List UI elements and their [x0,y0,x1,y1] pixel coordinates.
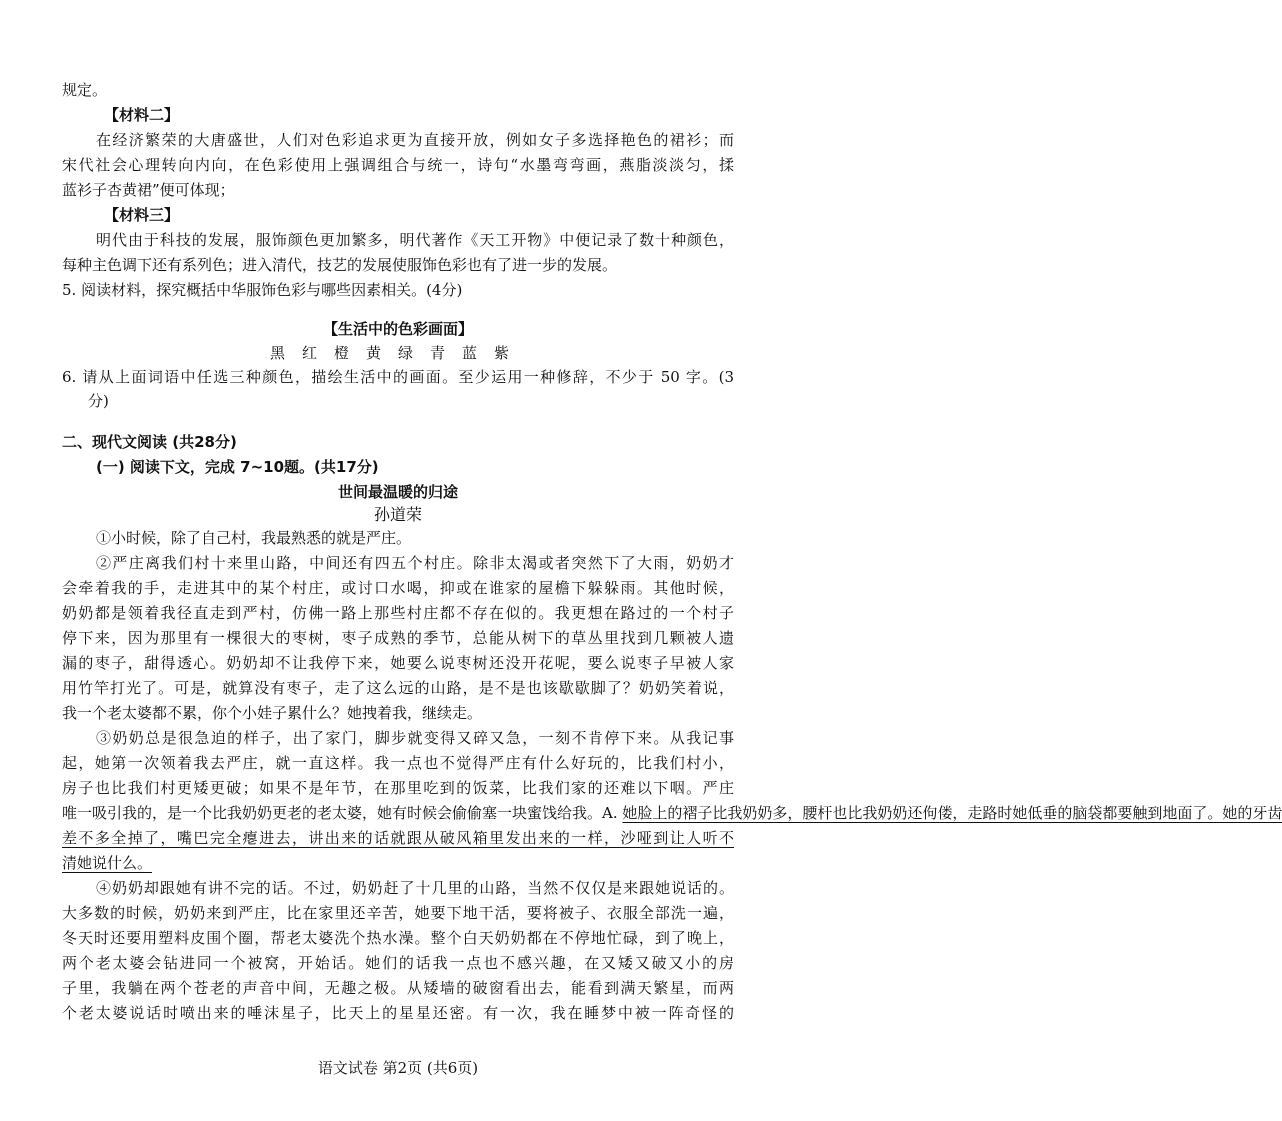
underlined-sentence-a-end: 清她说什么。 [62,854,153,872]
article-author: 孙道荣 [373,505,422,524]
paragraph-line: ①小时候，除了自己村，我最熟悉的就是严庄。 [96,529,412,547]
paragraph-line: 我一个老太婆都不累，你个小娃子累什么？她拽着我，继续走。 [62,704,483,722]
paragraph-line: ②严庄离我们村十来里山路，中间还有四五个村庄。除非太渴或者突然下了大雨，奶奶才 [96,554,734,572]
text-line: 在经济繁荣的大唐盛世，人们对色彩追求更为直接开放，例如女子多选择艳色的裙衫；而 [96,131,734,149]
paragraph-line: 冬天时还要用塑料皮围个圈，帮老太婆洗个热水澡。整个白天奶奶都在不停地忙碌，到了晚上， [62,929,734,947]
paragraph-line: 两个老太婆会钻进同一个被窝，开始话。她们的话我一点也不感兴趣，在又矮又破又小的房 [62,954,734,972]
paragraph-line: 个老太婆说话时喷出来的唾沫星子，比天上的星星还密。有一次，我在睡梦中被一阵奇怪的 [62,1004,734,1022]
section-heading-color-scenes: 【生活中的色彩画面】 [322,320,473,338]
article-title: 世间最温暖的归途 [337,483,458,501]
paragraph-line: 用竹竿打光了。可是，就算没有枣子，走了这么远的山路，是不是也该歇歇脚了？奶奶笑着说， [62,679,734,697]
paragraph-line: 奶奶都是领着我径直走到严村，仿佛一路上那些村庄都不存在似的。我更想在路过的一个村子 [62,604,734,622]
paragraph-text: 唯一吸引我的，是一个比我奶奶更老的老太婆，她有时候会偷偷塞一块蜜饯给我。A. [62,804,623,822]
part-one-heading: (一) 阅读下文，完成 7~10题。(共17分) [96,458,379,476]
text-line: 规定。 [62,81,108,99]
paragraph-line: 停下来，因为那里有一棵很大的枣树，枣子成熟的季节，总能从树下的草丛里找到几颗被人遗 [62,629,734,647]
paragraph-line: 起，她第一次领着我去严庄，就一直这样。我一点也不觉得严庄有什么好玩的，比我们村小， [62,754,734,772]
paragraph-line: 子里，我躺在两个苍老的声音中间，无趣之极。从矮墙的破窗看出去，能看到满天繁星，而两 [62,979,734,997]
paragraph-line: ④奶奶却跟她有讲不完的话。不过，奶奶赶了十几里的山路，当然不仅仅是来跟她说话的。 [96,879,734,897]
paragraph-line: 房子也比我们村更矮更破；如果不是年节，在那里吃到的饭菜，比我们家的还难以下咽。严庄 [62,779,734,797]
paragraph-line: 大多数的时候，奶奶来到严庄，比在家里还辛苦，她要下地干活，要将被子、衣服全部洗一遍， [62,904,734,922]
color-words: 黑红橙黄绿青蓝紫 [269,344,526,362]
text-line: 明代由于科技的发展，服饰颜色更加繁多，明代著作《天工开物》中便记录了数十种颜色， [96,231,734,249]
text-line: 每种主色调下还有系列色；进入清代，技艺的发展使服饰色彩也有了进一步的发展。 [62,256,618,274]
text-line: 蓝衫子杏黄裙”便可体现； [62,181,235,199]
section-two-heading: 二、现代文阅读 (共28分) [62,433,237,451]
paragraph-line: 会牵着我的手，走进其中的某个村庄，或讨口水喝，抑或在谁家的屋檐下躲躲雨。其他时候， [62,579,734,597]
page-footer: 语文试卷 第2页 (共6页) [317,1059,479,1077]
paragraph-line: ③奶奶总是很急迫的样子，出了家门，脚步就变得又碎又急，一刻不肯停下来。从我记事 [96,729,734,747]
question-5: 5. 阅读材料，探究概括中华服饰色彩与哪些因素相关。(4分) [62,281,463,299]
material-two-heading: 【材料二】 [104,106,180,124]
underlined-sentence-a: 她脸上的褶子比我奶奶多，腰杆也比我奶奶还佝偻，走路时她低垂的脑袋都要触到地面了。她的牙齿 [622,804,1282,822]
material-three-heading: 【材料三】 [104,206,180,224]
paragraph-line-with-marker [62,803,1282,823]
text-line: 宋代社会心理转向内向，在色彩使用上强调组合与统一，诗句“水墨弯弯画，燕脂淡淡匀，揉 [62,156,734,174]
question-6: 6. 请从上面词语中任选三种颜色，描绘生活中的画面。至少运用一种修辞，不少于 50 字。(3 [62,368,734,386]
question-6-cont: 分) [88,392,109,410]
underlined-sentence-a-cont: 差不多全掉了，嘴巴完全瘪进去，讲出来的话就跟从破风箱里发出来的一样，沙哑到让人听不 [62,829,734,847]
paragraph-line: 漏的枣子，甜得透心。奶奶却不让我停下来，她要么说枣树还没开花呢，要么说枣子早被人家 [62,654,734,672]
